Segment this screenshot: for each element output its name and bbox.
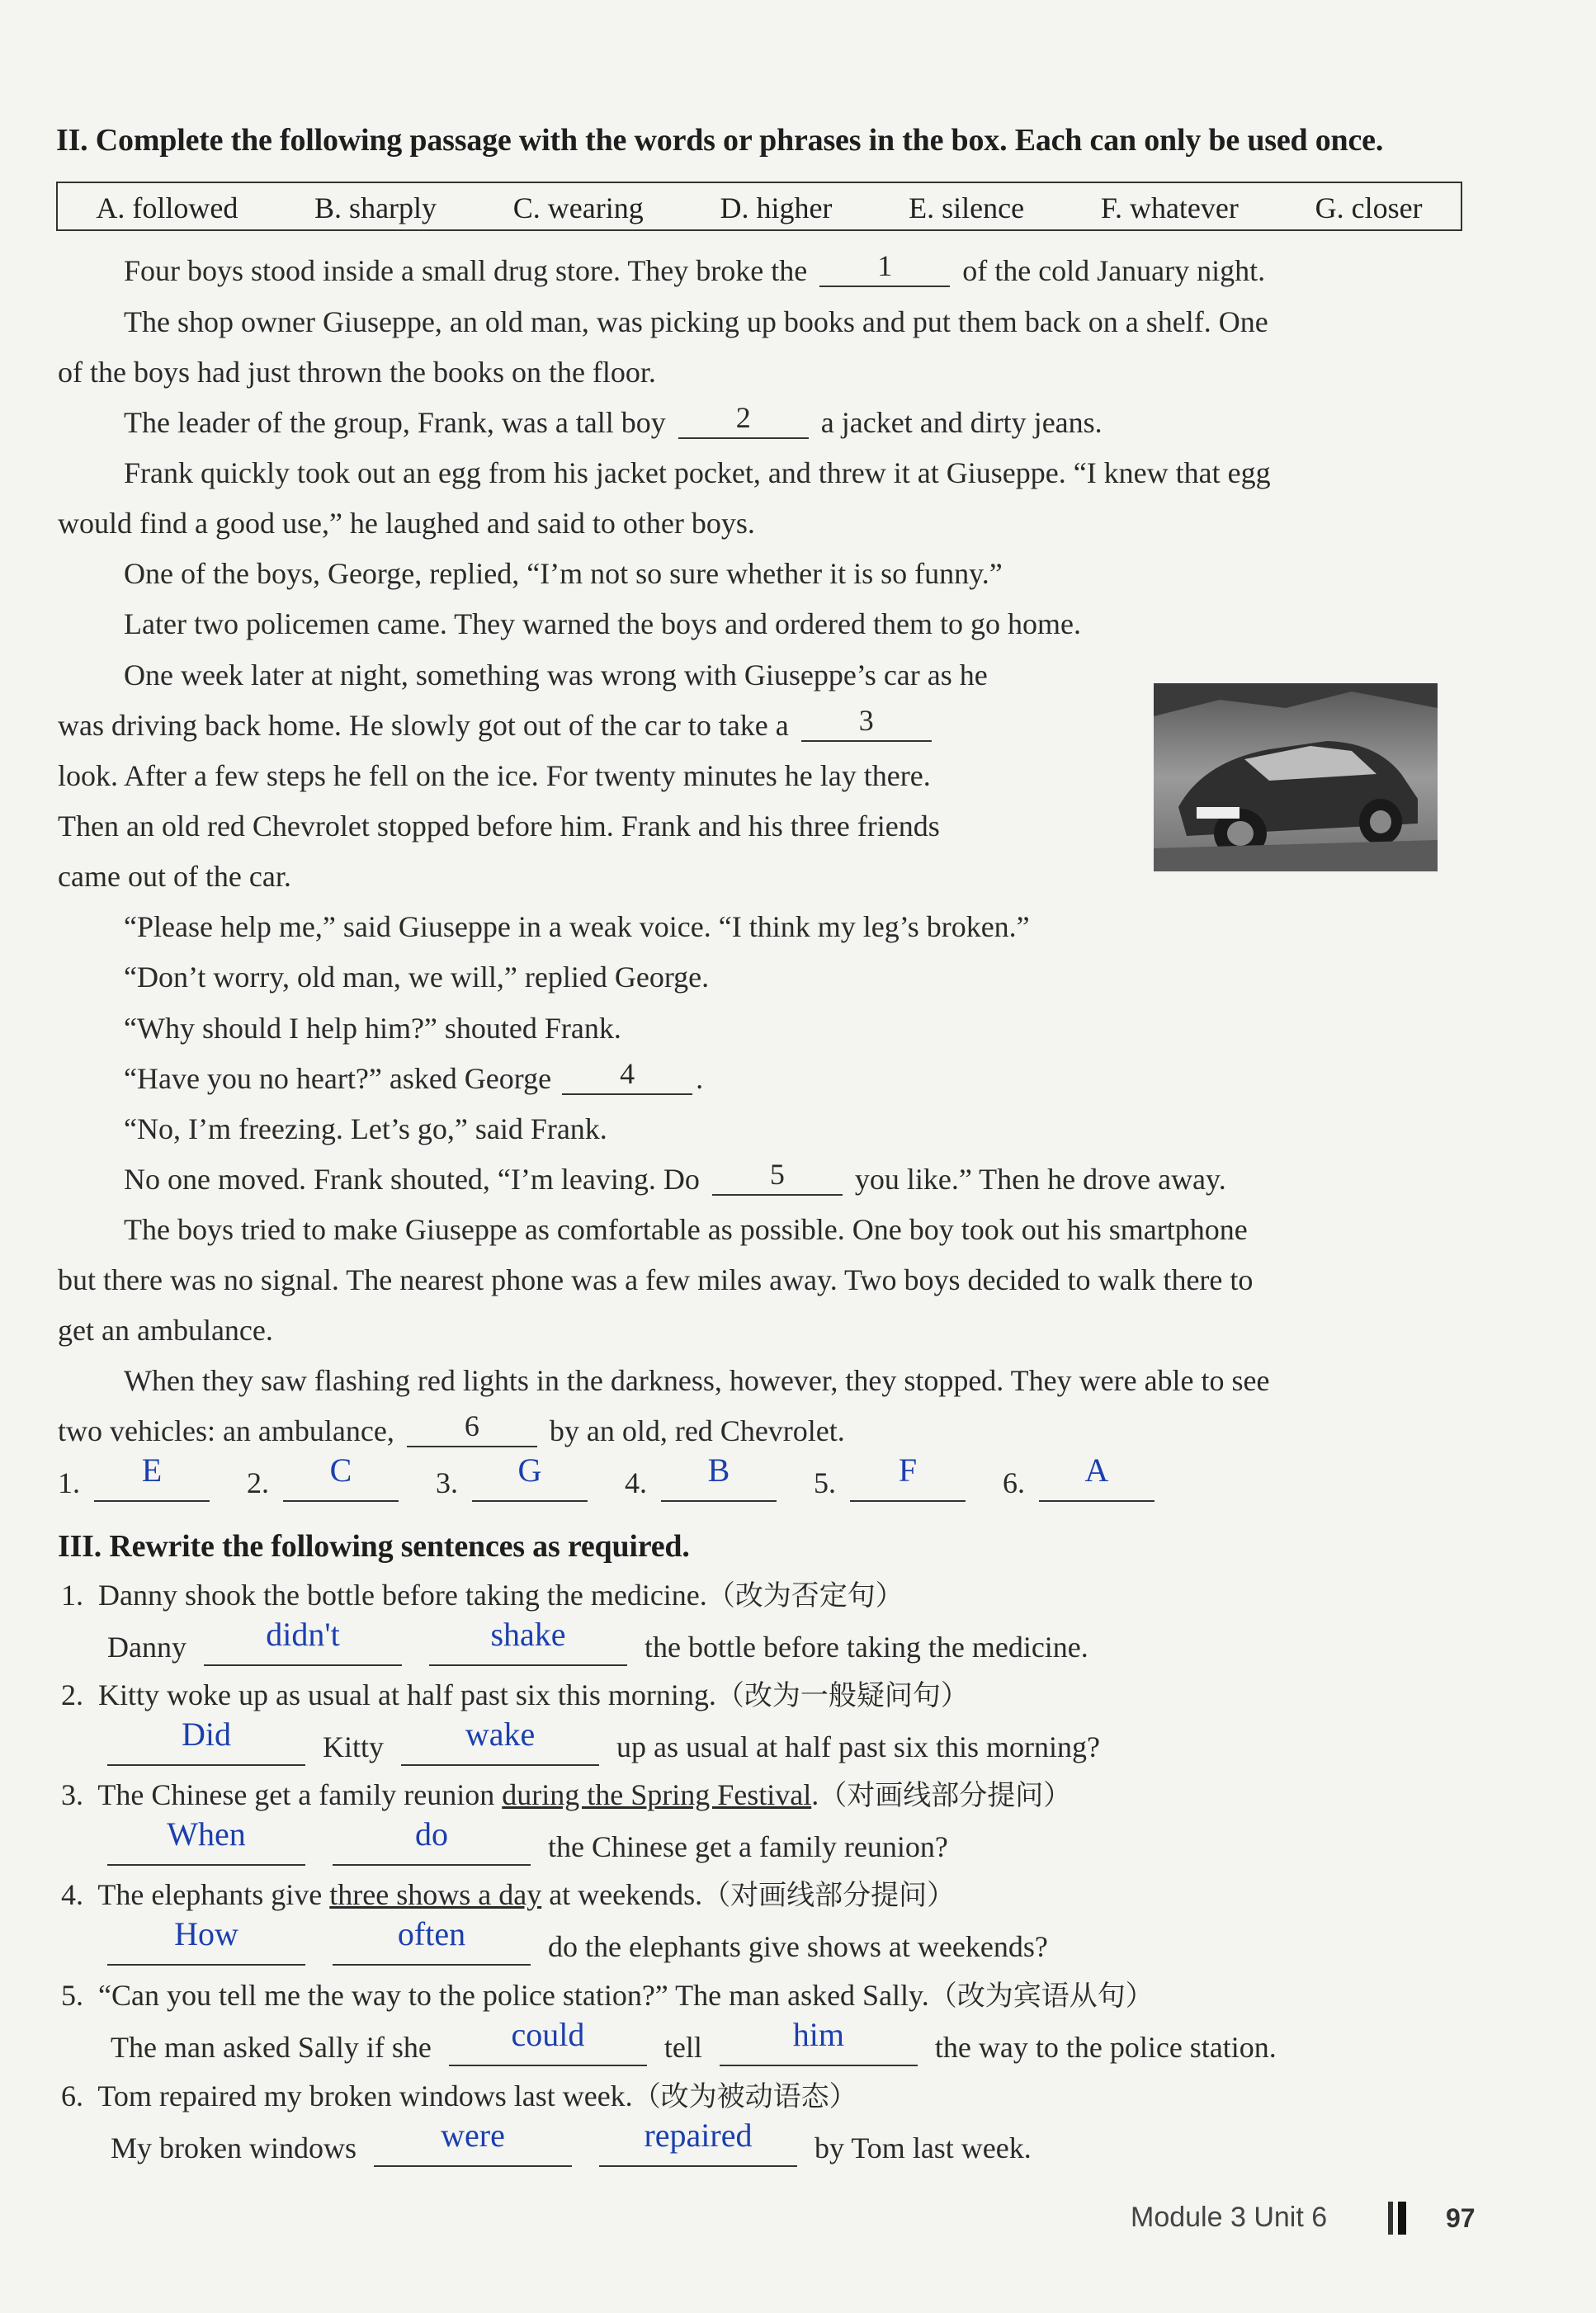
passage-line-21: but there was no signal. The nearest phone was a few miles away. Two boys decided to walk there to [58, 1263, 1254, 1296]
answer-2a: Did [107, 1730, 305, 1766]
car-icon [1154, 683, 1438, 871]
option-g: G. closer [1315, 191, 1423, 224]
passage-line-22: get an ambulance. [58, 1314, 273, 1347]
option-d: D. higher [720, 191, 833, 224]
passage-line-12: Then an old red Chevrolet stopped before him. Frank and his three friends [58, 810, 940, 843]
blank-3: 3 [801, 710, 932, 742]
question-1: 1. Danny shook the bottle before taking the medicine.（改为否定句） [61, 1579, 904, 1612]
blank-1: 1 [819, 256, 950, 287]
answer-line-5: The man asked Sally if she could tell him the way to the police station. [111, 2030, 1277, 2066]
answer-5b: him [720, 2030, 918, 2066]
footer-divider [1388, 2202, 1393, 2235]
word-box [56, 182, 1462, 231]
blank-5: 5 [712, 1164, 843, 1196]
passage-line-7: One of the boys, George, replied, “I’m not so sure whether it is so funny.” [124, 557, 1003, 590]
question-5: 5. “Can you tell me the way to the police station?” The man asked Sally.（改为宾语从句） [61, 1979, 1154, 2013]
answer-1: E [94, 1466, 210, 1502]
footer-module: Module 3 Unit 6 [1131, 2202, 1328, 2233]
option-c: C. wearing [512, 191, 644, 224]
passage-line-19: No one moved. Frank shouted, “I’m leaving. Do 5 you like.” Then he drove away. [124, 1158, 1226, 1196]
answer-2b: wake [401, 1730, 599, 1766]
answer-3b: do [333, 1829, 531, 1866]
passage-line-24: two vehicles: an ambulance, 6 by an old, red Chevrolet. [58, 1409, 845, 1447]
passage-line-14: “Please help me,” said Giuseppe in a weak voice. “I think my leg’s broken.” [124, 910, 1030, 943]
passage-line-23: When they saw flashing red lights in the darkness, however, they stopped. They were able to see [124, 1364, 1270, 1397]
answer-2: C [283, 1466, 399, 1502]
page-number: 97 [1446, 2203, 1476, 2233]
answer-line-3: When do the Chinese get a family reunion? [107, 1829, 948, 1866]
blank-2: 2 [678, 408, 809, 439]
answer-4a: How [107, 1929, 305, 1966]
answer-6a: were [374, 2131, 572, 2167]
passage-line-18: “No, I’m freezing. Let’s go,” said Frank. [124, 1112, 607, 1145]
passage-line-17: “Have you no heart?” asked George 4 . [124, 1057, 704, 1095]
option-b: B. sharply [314, 191, 437, 224]
passage-line-13: came out of the car. [58, 860, 291, 893]
passage-line-8: Later two policemen came. They warned the boys and ordered them to go home. [124, 607, 1081, 640]
passage-line-10: was driving back home. He slowly got out of the car to take a 3 [58, 710, 937, 742]
question-3: 3. The Chinese get a family reunion during the Spring Festival.（对画线部分提问） [61, 1778, 1072, 1812]
option-e: E. silence [909, 191, 1025, 224]
question-6: 6. Tom repaired my broken windows last week.（改为被动语态） [61, 2079, 857, 2113]
option-a: A. followed [96, 191, 238, 224]
answer-3: G [472, 1466, 588, 1502]
answer-5a: could [449, 2030, 647, 2066]
passage-line-6: would find a good use,” he laughed and said to other boys. [58, 507, 755, 540]
answer-4b: often [333, 1929, 531, 1966]
question-4: 4. The elephants give three shows a day at weekends.（对画线部分提问） [61, 1878, 956, 1912]
answer-5: F [850, 1466, 966, 1502]
passage-line-20: The boys tried to make Giuseppe as comfortable as possible. One boy took out his smartphone [124, 1213, 1248, 1246]
passage-line-5: Frank quickly took out an egg from his jacket pocket, and threw it at Giuseppe. “I knew that egg [124, 456, 1271, 489]
answer-3a: When [107, 1829, 305, 1866]
answer-4: B [661, 1466, 777, 1502]
passage-line-9: One week later at night, something was wrong with Giuseppe’s car as he [124, 658, 988, 692]
passage-line-4: The leader of the group, Frank, was a tall boy 2 a jacket and dirty jeans. [124, 401, 1103, 439]
answer-line-1: Danny didn't shake the bottle before taking the medicine. [107, 1630, 1088, 1666]
blank-6: 6 [407, 1416, 537, 1447]
section-3-heading: III. Rewrite the following sentences as required. [58, 1529, 690, 1564]
answer-line-4: How often do the elephants give shows at weekends? [107, 1929, 1048, 1966]
car-photo [1154, 683, 1438, 871]
option-f: F. whatever [1100, 191, 1239, 224]
answer-row: 1. E 2. C 3. G 4. B 5. F 6. A [58, 1466, 1155, 1502]
section-2-heading: II. Complete the following passage with the words or phrases in the box. Each can only be used once. [56, 123, 1384, 158]
answer-6: A [1039, 1466, 1155, 1502]
footer-divider-thick [1398, 2202, 1406, 2235]
answer-line-6: My broken windows were repaired by Tom last week. [111, 2131, 1032, 2167]
blank-4: 4 [562, 1064, 692, 1095]
answer-6b: repaired [599, 2131, 797, 2167]
passage-line-15: “Don’t worry, old man, we will,” replied George. [124, 961, 710, 994]
passage-line-1: Four boys stood inside a small drug store. They broke the 1 of the cold January night. [124, 249, 1266, 287]
passage-line-2: The shop owner Giuseppe, an old man, was picking up books and put them back on a shelf. One [124, 305, 1268, 338]
passage-line-11: look. After a few steps he fell on the ice. For twenty minutes he lay there. [58, 759, 931, 792]
answer-1a: didn't [204, 1630, 402, 1666]
passage-line-16: “Why should I help him?” shouted Frank. [124, 1012, 621, 1045]
answer-line-2: Did Kitty wake up as usual at half past six this morning? [107, 1730, 1100, 1766]
question-2: 2. Kitty woke up as usual at half past six this morning.（改为一般疑问句） [61, 1678, 969, 1712]
answer-1b: shake [429, 1630, 627, 1666]
passage-line-3: of the boys had just thrown the books on the floor. [58, 356, 656, 389]
